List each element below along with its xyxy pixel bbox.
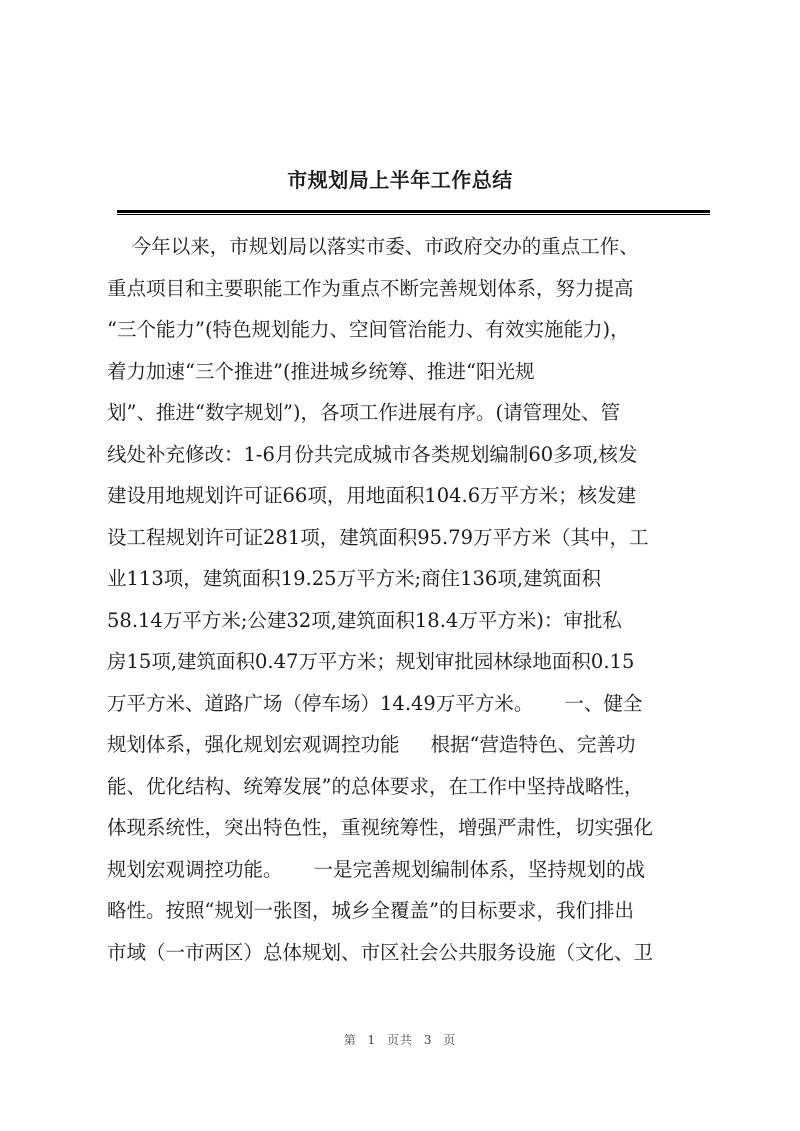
body-line: 今年以来，市规划局以落实市委、市政府交办的重点工作、 <box>107 235 639 258</box>
body-line: 体现系统性，突出特色性，重视统筹性，增强严肃性，切实强化 <box>107 816 654 839</box>
body-line: 业113项，建筑面积19.25万平方米;商住136项,建筑面积 <box>107 567 602 590</box>
body-line: 规划宏观调控功能。 一是完善规划编制体系，坚持规划的战 <box>107 857 645 881</box>
body-line: 划”、推进“数字规划”)，各项工作进展有序。(请管理处、管 <box>107 401 621 424</box>
document-title: 市规划局上半年工作总结 <box>287 168 513 192</box>
body-line: 万平方米、道路广场（停车场）14.49万平方米。 一、健全 <box>107 691 643 715</box>
body-line: “三个能力”(特色规划能力、空间管治能力、有效实施能力)， <box>107 318 630 341</box>
body-line: 市域（一市两区）总体规划、市区社会公共服务设施（文化、卫 <box>107 940 654 964</box>
document-body <box>107 226 709 973</box>
body-line: 房15项,建筑面积0.47万平方米；规划审批园林绿地面积0.15 <box>107 650 635 673</box>
body-line: 略性。按照“规划一张图，城乡全覆盖”的目标要求，我们排出 <box>107 899 634 922</box>
body-line: 58.14万平方米;公建32项,建筑面积18.4万平方米)：审批私 <box>107 608 622 632</box>
title-divider <box>117 210 710 215</box>
body-line: 重点项目和主要职能工作为重点不断完善规划体系，努力提高 <box>107 276 634 300</box>
body-line: 设工程规划许可证281项，建筑面积95.79万平方米（其中，工 <box>107 525 649 549</box>
body-line: 着力加速“三个推进”(推进城乡统筹、推进“阳光规 <box>107 359 535 383</box>
body-line: 能、优化结构、统筹发展”的总体要求，在工作中坚持战略性， <box>107 774 644 798</box>
body-line: 规划体系，强化规划宏观调控功能 根据“营造特色、完善功 <box>107 733 636 756</box>
body-line: 建设用地规划许可证66项，用地面积104.6万平方米；核发建 <box>107 484 637 507</box>
page-number-footer: 第 1 页共 3 页 <box>343 1033 457 1047</box>
body-line: 线处补充修改：1-6月份共完成城市各类规划编制60多项,核发 <box>107 442 638 466</box>
